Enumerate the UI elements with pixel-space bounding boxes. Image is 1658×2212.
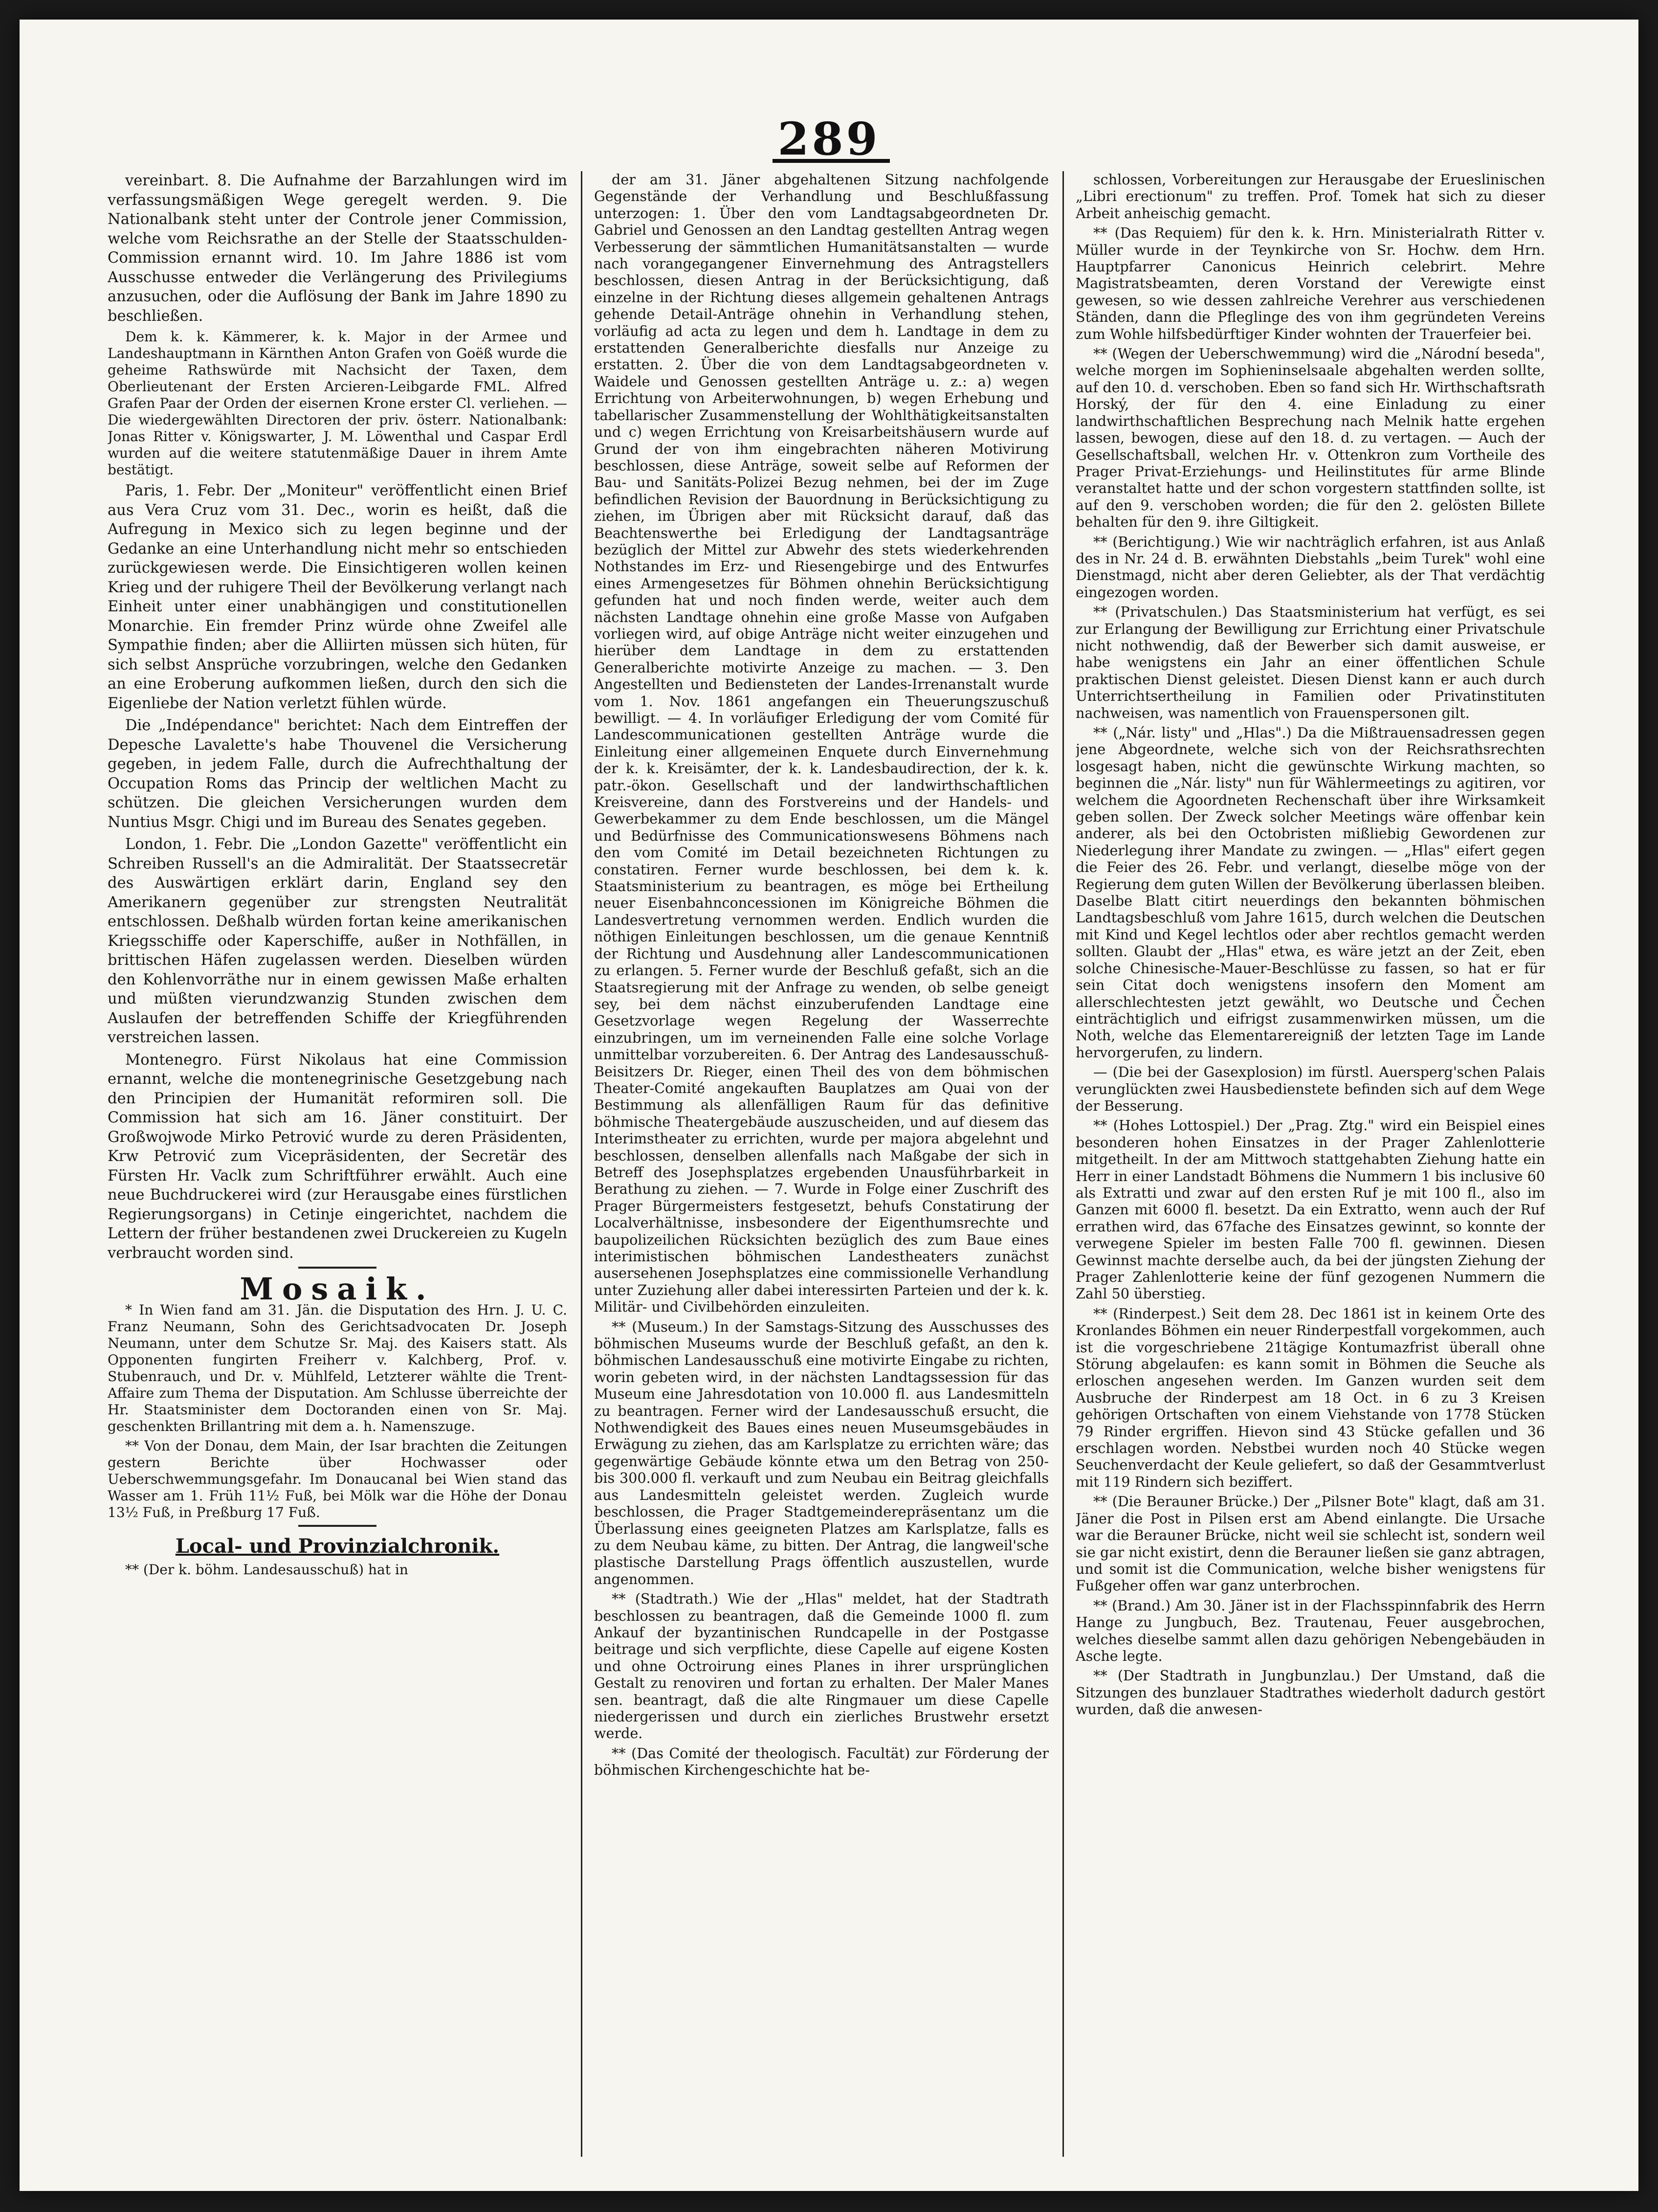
mosaik-item: ** Von der Donau, dem Main, der Isar brachten die Zeitungen gestern Berichte über Hochwasser oder Ueberschwemmungsgefahr. Im Donaucanal bei Wien stand das Wasser am 1. Früh 11½ Fuß, bei Mölk war die Höhe der Donau 13½ Fuß, in Preßburg 17 Fuß. — [108, 1437, 567, 1520]
article-rinderpest: ** (Rinderpest.) Seit dem 28. Dec 1861 ist in keinem Orte des Kronlandes Böhmen ein neuer Rinderpestfall vorgekommen, auch ist die vorgeschriebene 21tägige Kontumazfrist überall ohne Störung abgelaufen: es kann somit in Böhmen die Seuche als erloschen angesehen werden. Im Ganzen wurden seit dem Ausbruche der Rinderpest am 18 Oct. in 6 zu 3 Kreisen gehörigen Ortschaften von einem Viehstande von 1778 Stücken 79 Rinder ergriffen. Hievon sind 43 Stücke gefallen und 36 erschlagen worden. Nebstbei wurden noch 40 Stücke wegen Seuchenverdacht der Keule geliefert, so daß der Gesammtverlust mit 119 Rindern sich beziffert. — [1076, 1305, 1545, 1490]
column-right — [1076, 171, 1545, 2157]
article-requiem: ** (Das Requiem) für den k. k. Hrn. Ministerialrath Ritter v. Müller wurde in der Teynkirche von Sr. Hochw. dem Hrn. Hauptpfarrer Canonicus Heinrich celebrirt. Mehre Magistratsbeamten, deren Vorstand der Verewigte einst gewesen, so wie dessen zahlreiche Verehrer aus verschiedenen Ständen, dann die Pfleglinge des von ihm gegründeten Vereins zum Wohle hilfsbedürftiger Kinder wohnten der Trauerfeier bei. — [1076, 224, 1545, 342]
article-london: London, 1. Febr. Die „London Gazette" veröffentlicht ein Schreiben Russell's an die Admiralität. Der Staatssecretär des Auswärtigen erklärt darin, England sey den Amerikanern gegenüber zur strengsten Neutralität entschlossen. Deßhalb würden fortan keine amerikanischen Kriegsschiffe oder Kaperschiffe, außer in Nothfällen, in brittischen Häfen zugelassen werden. Dieselben würden den Kohlenvorräthe nur in einem gewissen Maße erhalten und müßten vierundzwanzig Stunden zwischen dem Auslaufen der betreffenden Schiffe der Kriegführenden verstreichen lassen. — [108, 836, 567, 1046]
article-paragraph: schlossen, Vorbereitungen zur Herausgabe der Erueslinischen „Libri erectionum" zu treffen. Prof. Tomek hat sich zu dieser Arbeit anheischig gemacht. — [1076, 171, 1545, 222]
mosaik-item: * In Wien fand am 31. Jän. die Disputation des Hrn. J. U. C. Franz Neumann, Sohn des Gerichtsadvocaten Dr. Joseph Neumann, unter dem Schutze Sr. Maj. des Kaisers statt. Als Opponenten fungirten Freiherr v. Kalchberg, Prof. v. Stubenrauch, und Dr. v. Mühlfeld, Letzterer wählte die Trent-Affaire zum Thema der Disputation. Am Schlusse überreichte der Hr. Staatsminister dem Doctoranden einen von Sr. Maj. geschenkten Brillantring mit dem a. h. Namenszuge. — [108, 1301, 567, 1434]
section-heading-mosaik: Mosaik. — [240, 1271, 435, 1307]
section-divider — [298, 1525, 376, 1527]
article-berauner-bruecke: ** (Die Berauner Brücke.) Der „Pilsner Bote" klagt, daß am 31. Jäner die Post in Pilsen erst am Abend einlangte. Die Ursache war die Berauner Brücke, nicht weil sie schlecht ist, sondern weil sie gar nicht existirt, denn die Berauner ließen sie ganz abtragen, und somit ist die Communication, welche bisher wenigstens für Fußgeher offen war ganz unterbrochen. — [1076, 1493, 1545, 1594]
article-landesausschuss: der am 31. Jäner abgehaltenen Sitzung nachfolgende Gegenstände der Verhandlung und Beschlußfassung unterzogen: 1. Über den vom Landtagsabgeordneten Dr. Gabriel und Genossen an den Landtag gestellten Antrag wegen Verbesserung der sämmtlichen Humanitätsanstalten — wurde nach vorangegangener Einvernehmung des Antragstellers beschlossen, diesen Antrag in der Berücksichtigung, daß einzelne in der Richtung dieses allgemein gehaltenen Antrags gehende Detail-Anträge ohnehin in Verhandlung stehen, vorläufig ad acta zu legen und dem h. Landtage in dem zu erstattenden Generalberichte diesfalls nur Anzeige zu erstatten. 2. Über die von dem Landtagsabgeordneten v. Waidele und Genossen gestellten Anträge u. z.: a) wegen Errichtung von Arbeiterwohnungen, b) wegen Erhebung und tabellarischer Zusammenstellung der Wohlthätigkeitsanstalten und c) wegen Errichtung von Kreisarbeitshäusern wurde auf Grund der von ihm eingebrachten näheren Motivirung beschlossen, diese Anträge, soweit selbe auf Reformen der Bau- und Sanitäts-Polizei Bezug nehmen, bei der im Zuge befindlichen Revision der Bauordnung in Berücksichtigung zu ziehen, im Übrigen aber mit Rücksicht darauf, daß das Beachtenswerthe bei Erledigung der Landtagsanträge bezüglich der Mittel zur Abwehr des stets wiederkehrenden Nothstandes im Erz- und Riesengebirge und des Entwurfes eines Armengesetzes für Böhmen ohnehin Berücksichtigung gefunden hat und noch finden werde, weiter auch dem nächsten Landtage ohnehin eine große Masse von Aufgaben vorliegen wird, auf obige Anträge nicht weiter einzugehen und hierüber dem Landtage in dem zu erstattenden Generalberichte motivirte Anzeige zu machen. — 3. Den Angestellten und Bediensteten der Landes-Irrenanstalt wurde vom 1. Nov. 1861 angefangen ein Theuerungszuschuß bewilligt. — 4. In vorläufiger Erledigung der vom Comité für Landescommunicationen gestellten Anträge wurde die Einleitung einer allgemeinen Enquete durch Einvernehmung der k. k. Kreisämter, der k. k. Landesbaudirection, der k. k. patr.-ökon. Gesellschaft und der landwirthschaftlichen Kreisvereine, dann des Forstvereins und der Handels- und Gewerbekammer zu dem Ende beschlossen, um die Mängel und Bedürfnisse des Communicationswesens Böhmens nach den vom Comité im Detail bezeichneten Richtungen zu constatiren. Ferner wurde beschlossen, bei dem k. k. Staatsministerium zu beantragen, es möge bei Ertheilung neuer Eisenbahnconcessionen im Königreiche Böhmen die Landesvertretung vernommen werden. Endlich wurden die nöthigen Einleitungen beschlossen, um die genaue Kenntniß der Richtung und Ausdehnung aller Landescommunicationen zu erlangen. 5. Ferner wurde der Beschluß gefaßt, sich an die Staatsregierung mit der Anfrage zu wenden, ob selbe geneigt sey, bei dem nächst einzuberufenden Landtage eine Gesetzvorlage wegen Regelung der Wasserrechte einzubringen, um im verneinenden Falle eine solche Vorlage unmittelbar vorzubereiten. 6. Der Antrag des Landesausschuß-Beisitzers Dr. Rieger, einen Theil des von dem böhmischen Theater-Comité angekauften Bauplatzes am Quai von der Bestimmung als allenfälligen Raum für das definitive böhmische Theatergebäude auszuscheiden, und auf diesem das Interimstheater zu errichten, wurde per majora abgelehnt und beschlossen, denselben allenfalls nach Maßgabe der sich in Betreff des Josephsplatzes ergebenden Unausführbarkeit in Berathung zu ziehen. — 7. Wurde in Folge einer Zuschrift des Prager Bürgermeisters festgesetzt, behufs Constatirung der Localverhältnisse, insbesondere der Eigenthumsrechte und baupolizeilichen Rücksichten bezüglich des zum Baue eines interimistischen böhmischen Landestheaters zunächst ausersehenen Josephsplatzes eine commissionelle Verhandlung unter Zuziehung aller dabei interessirten Parteien und der k. k. Militär- und Civilbehörden einzuleiten. — [594, 171, 1049, 1316]
newspaper-page — [20, 20, 1638, 2191]
article-comite: ** (Das Comité der theologisch. Facultät) zur Förderung der böhmischen Kirchengeschichte hat be- — [594, 1744, 1049, 1779]
column-divider-left — [581, 171, 582, 2157]
local-item: ** (Der k. böhm. Landesausschuß) hat in — [125, 1562, 408, 1578]
article-gasexplosion: — (Die bei der Gasexplosion) im fürstl. Auersperg'schen Palais verunglückten zwei Hausbedienstete befinden sich auf dem Wege der Besserung. — [1076, 1064, 1545, 1114]
article-berichtigung: ** (Berichtigung.) Wie wir nachträglich erfahren, ist aus Anlaß des in Nr. 24 d. B. erwähnten Diebstahls „beim Turek" wohl eine Dienstmagd, nicht aber deren Geliebter, als der That verdächtig eingezogen worden. — [1076, 533, 1545, 601]
article-brand: ** (Brand.) Am 30. Jäner ist in der Flachsspinnfabrik des Herrn Hange zu Jungbuch, Bez. Trautenau, Feuer ausgebrochen, welches dieselbe sammt allen dazu gehörigen Nebengebäuden in Asche legte. — [1076, 1597, 1545, 1664]
article-lottospiel: ** (Hohes Lottospiel.) Der „Prag. Ztg." wird ein Beispiel eines besonderen hohen Einsatzes in der Prager Zahlenlotterie mitgetheilt. In der am Mittwoch stattgehabten Ziehung hatte ein Herr in einer Landstadt Böhmens die Nummern 1 bis inclusive 60 als Extratti und zwar auf den ersten Ruf je mit 100 fl., also im Ganzen mit 6000 fl. besetzt. Da ein Extratto, wenn auch der Ruf errathen wird, das 67fache des Einsatzes gewinnt, so konnte der verwegene Spieler im besten Falle 700 fl. gewinnen. Diesen Gewinnst machte derselbe auch, da bei der jüngsten Ziehung der Prager Zahlenlotterie keine der fünf gezogenen Nummern die Zahl 50 überstieg. — [1076, 1117, 1545, 1302]
article-museum: ** (Museum.) In der Samstags-Sitzung des Ausschusses des böhmischen Museums wurde der Beschluß gefaßt, an den k. böhmischen Landesausschuß eine motivirte Eingabe zu richten, worin gebeten wird, in der nächsten Landtagssession für das Museum eine Jahresdotation von 10.000 fl. aus Landesmitteln zu beantragen. Ferner wird der Landesausschuß ersucht, die Nothwendigkeit des Baues eines neuen Museumsgebäudes in Erwägung zu ziehen, das am Karlsplatze zu errichten wäre; das gegenwärtige Gebäude könnte etwa um den Betrag von 250- bis 300.000 fl. verkauft und zum Neubau ein Beitrag gleichfalls aus Landesmitteln geleistet werden. Zugleich wurde beschlossen, die Prager Stadtgemeinderepräsentanz um die Überlassung eines geeigneten Platzes am Karlsplatze, falls es zu dem Neubau käme, zu bitten. Der Antrag, die langweil'sche plastische Darstellung Prags öffentlich auszustellen, wurde angenommen. — [594, 1318, 1049, 1587]
column-middle — [594, 171, 1049, 2157]
article-ueberschwemmung: ** (Wegen der Ueberschwemmung) wird die „Národní beseda", welche morgen im Sophieninselsaale abgehalten werden sollte, auf den 10. d. verschoben. Eben so fand sich Hr. Wirthschaftsrath Horský, der für den 4. eine Einladung zu einer landwirthschaftlichen Besprechung nach Melnik hatte ergehen lassen, bewogen, diese auf den 18. d. zu vertagen. — Auch der Gesellschaftsball, welchen Hr. v. Ottenkron zum Vortheile des Prager Privat-Erziehungs- und Heilinstitutes für arme Blinde veranstaltet hatte und der schon vorgestern stattfinden sollte, ist auf den 9. verschoben worden; die für den 2. gelösten Billete behalten für den 9. ihre Giltigkeit. — [1076, 345, 1545, 531]
article-stadtrath: ** (Stadtrath.) Wie der „Hlas" meldet, hat der Stadtrath beschlossen zu beantragen, daß die Gemeinde 1000 fl. zum Ankauf der byzantinischen Rundcapelle in der Postgasse beitrage und sich verpflichte, diese Capelle auf eigene Kosten und ohne Octroirung eines Planes in ihrer ursprünglichen Gestalt zu renoviren und fortan zu erhalten. Der Maler Manes sen. beantragt, daß die alte Ringmauer um diese Capelle niedergerissen und durch ein zierliches Brustwehr ersetzt werde. — [594, 1590, 1049, 1742]
article-nar-listy: ** („Nár. listy" und „Hlas".) Da die Mißtrauensadressen gegen jene Abgeordnete, welche sich von der Reichsrathsrechten losgesagt haben, nicht die gewünschte Wirkung machten, so beginnen die „Nár. listy" nun für Wählermeetings zu agitiren, vor welchem die Agoordneten Rechenschaft über ihre Wirksamkeit geben sollen. Der Zweck solcher Meetings wäre offenbar kein anderer, als bei den Octobristen mißliebig Gewordenen zur Niederlegung ihrer Mandate zu zwingen. — „Hlas" eifert gegen die Feier des 26. Febr. und verlangt, dieselbe möge von der Regierung dem guten Willen der Bevölkerung überlassen bleiben. Daselbe Blatt citirt neuerdings den bekannten böhmischen Landtagsbeschluß vom Jahre 1615, durch welchen die Deutschen mit Kind und Kegel lechtlos oder aber rechtlos gemacht werden sollten. Glaubt der „Hlas" etwa, es wäre jetzt an der Zeit, eben solche Chinesische-Mauer-Beschlüsse zu fassen, so hat er für sein Citat doch wenigstens insofern den Moment am allerschlechtesten jetzt gewählt, wo Deutsche und Čechen einträchtiglich und eifrigst zusammenwirken müssen, um die Noth, welche das Elementarereigniß der letzten Tage im Lande hervorgerufen, zu lindern. — [1076, 724, 1545, 1061]
article-paragraph: vereinbart. 8. Die Aufnahme der Barzahlungen wird im verfassungsmäßigen Wege geregelt werden. 9. Die Nationalbank steht unter der Controle jener Commission, welche vom Reichsrathe an der Stelle der Staatsschulden-Commission ernannt wird. 10. Im Jahre 1886 ist vom Ausschusse entweder die Verlängerung des Privilegiums anzusuchen, oder die Auflösung der Bank im Jahre 1890 zu beschließen. — [108, 172, 567, 325]
section-divider — [298, 1267, 376, 1269]
article-privatschulen: ** (Privatschulen.) Das Staatsministerium hat verfügt, es sei zur Erlangung der Bewilligung zur Errichtung einer Privatschule nicht nothwendig, daß der Bewerber sich damit ausweise, er habe wenigstens ein Jahr an einer öffentlichen Schule praktischen Dienst geleistet. Diesen Dienst kann er auch durch Unterrichtsertheilung in Familien oder Privatinstituten nachweisen, was namentlich von Frauenspersonen gilt. — [1076, 603, 1545, 721]
article-paragraph: Dem k. k. Kämmerer, k. k. Major in der Armee und Landeshauptmann in Kärnthen Anton Grafen von Goëß wurde die geheime Rathswürde mit Nachsicht der Taxen, dem Oberlieutenant der Ersten Arcieren-Leibgarde FML. Alfred Grafen Paar der Orden der eisernen Krone erster Cl. verliehen. — Die wiedergewählten Directoren der priv. österr. Nationalbank: Jonas Ritter v. Königswarter, J. M. Löwenthal und Caspar Erdl wurden auf die weitere statutenmäßige Dauer in ihrem Amte bestätigt. — [108, 329, 567, 478]
column-divider-right — [1062, 171, 1064, 2157]
column-left — [108, 171, 567, 2157]
article-paragraph: Die „Indépendance" berichtet: Nach dem Eintreffen der Depesche Lavalette's habe Thouvenel die Versicherung gegeben, in jedem Falle, durch die Aufrechthaltung der Occupation Roms das Princip der weltlichen Macht zu schützen. Die gleichen Versicherungen wurden dem Nuntius Msgr. Chigi und im Bureau des Senates gegeben. — [108, 717, 567, 831]
article-jungbunzlau: ** (Der Stadtrath in Jungbunzlau.) Der Umstand, daß die Sitzungen des bunzlauer Stadtrathes wiederholt dadurch gestört wurden, daß die anwesen- — [1076, 1667, 1545, 1718]
page-number-rule — [773, 159, 890, 163]
page-number: 289 — [777, 112, 881, 165]
section-heading-local: Local- und Provinzialchronik. — [175, 1534, 500, 1558]
article-montenegro: Montenegro. Fürst Nikolaus hat eine Commission ernannt, welche die montenegrinische Gesetzgebung nach den Principien der Humanität reformiren soll. Die Commission hat sich am 16. Jäner constituirt. Der Großwojwode Mirko Petrović wurde zu deren Präsidenten, Krw Petrović zum Vicepräsidenten, der Secretär des Fürsten Hr. Vaclk zum Schriftführer erwählt. Auch eine neue Buchdruckerei wird (zur Herausgabe eines fürstlichen Regierungsorgans) in Cetinje eingerichtet, nachdem die Lettern der früher bestandenen zwei Druckereien zu Kugeln verbraucht worden sind. — [108, 1051, 567, 1262]
article-paris: Paris, 1. Febr. Der „Moniteur" veröffentlicht einen Brief aus Vera Cruz vom 31. Dec., worin es heißt, daß die Aufregung in Mexico sich zu legen beginne und der Gedanke an eine Unterhandlung nicht mehr so entschieden zurückgewiesen werde. Die Einsichtigeren wollen keinen Krieg und der ruhigere Theil der Bevölkerung verlangt nach Einheit unter einer unabhängigen und constitutionellen Monarchie. Ein fremder Prinz würde ohne Zweifel alle Sympathie finden; aber die Alliirten müssen sich hüten, für sich selbst Ansprüche vorzubringen, welche den Gedanken an eine Eroberung aufkommen ließen, durch den sich die Eigenliebe der Nation verletzt fühlen würde. — [108, 482, 567, 712]
